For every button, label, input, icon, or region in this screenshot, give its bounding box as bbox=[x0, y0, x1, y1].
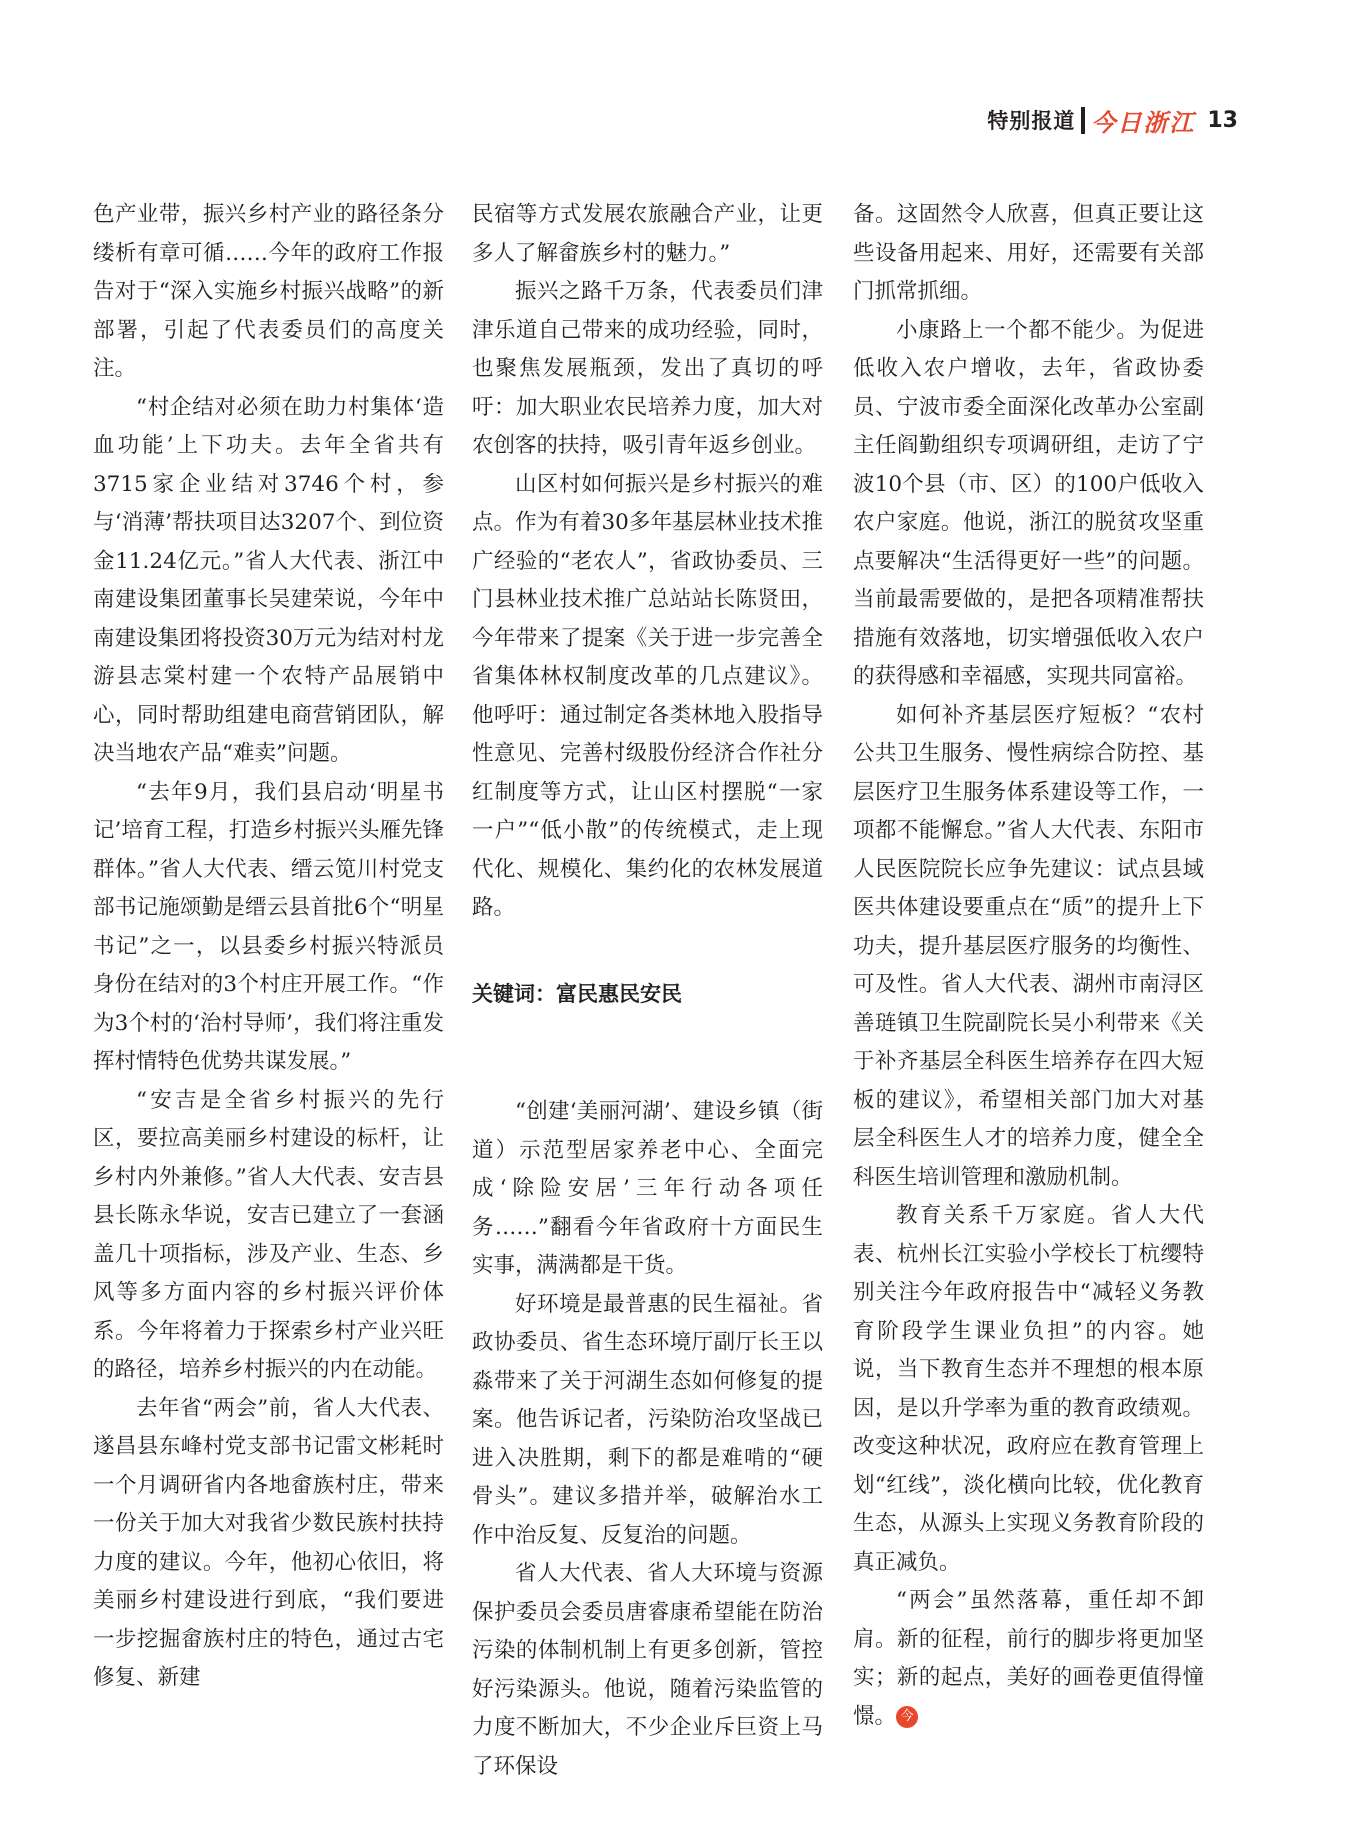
section-name: 特别报道 bbox=[987, 109, 1076, 133]
paragraph: 去年省“两会”前，省人大代表、遂昌县东峰村党支部书记雷文彬耗时一个月调研省内各地畲族村庄，带来一份关于加大对我省少数民族村扶持力度的建议。今年，他初心依旧，将美丽乡村建设进行到底，“我们要进一步挖掘畲族村庄的特色，通过古宅修复、新建 bbox=[93, 1395, 444, 1690]
header-divider bbox=[1081, 107, 1085, 134]
paragraph: 省人大代表、省人大环境与资源保护委员会委员唐睿康希望能在防治污染的体制机制上有更多创新，管控好污染源头。他说，随着污染监管的力度不断加大，不少企业斥巨资上马了环保设 bbox=[472, 1561, 823, 1779]
end-mark-icon: 今 bbox=[896, 1706, 918, 1728]
paragraph: 山区村如何振兴是乡村振兴的难点。作为有着30多年基层林业技术推广经验的“老农人”，省政协委员、三门县林业技术推广总站站长陈贤田，今年带来了提案《关于进一步完善全省集体林权制度改革的几点建议》。他呼吁：通过制定各类林地入股指导性意见、完善村级股份经济合作社分红制度等方式，让山区村摆脱“一家一户”“低小散”的传统模式，走上现代化、规模化、集约化的农林发展道路。 bbox=[472, 471, 823, 920]
paragraph: 备。这固然令人欣喜，但真正要让这些设备用起来、用好，还需要有关部门抓常抓细。 bbox=[853, 202, 1204, 304]
paragraph: 如何补齐基层医疗短板？“农村公共卫生服务、慢性病综合防控、基层医疗卫生服务体系建设等工作，一项都不能懈怠。”省人大代表、东阳市人民医院院长应争先建议：试点县域医共体建设要重点在“质”的提升上下功夫，提升基层医疗服务的均衡性、可及性。省人大代表、湖州市南浔区善琏镇卫生院副院长吴小利带来《关于补齐基层全科医生培养存在四大短板的建议》，希望相关部门加大对基层全科医生人才的培养力度，健全全科医生培训管理和激励机制。 bbox=[853, 702, 1204, 1190]
closing-paragraph bbox=[853, 1582, 1204, 1736]
page-number: 13 bbox=[1207, 107, 1238, 133]
paragraph: “去年9月，我们县启动‘明星书记’培育工程，打造乡村振兴头雁先锋群体。”省人大代表、缙云笕川村党支部书记施颂勤是缙云县首批6个“明星书记”之一，以县委乡村振兴特派员身份在结对的3个村庄开展工作。“作为3个村的‘治村导师’，我们将注重发挥村情特色优势共谋发展。” bbox=[93, 779, 444, 1074]
keyword-heading: 关键词：富民惠民安民 bbox=[472, 981, 682, 1006]
column-2 bbox=[472, 196, 823, 1786]
magazine-logo: 今日浙江 bbox=[1091, 107, 1196, 137]
paragraph: 小康路上一个都不能少。为促进低收入农户增收，去年，省政协委员、宁波市委全面深化改革办公室副主任阎勤组织专项调研组，走访了宁波10个县（市、区）的100户低收入农户家庭。他说，浙江的脱贫攻坚重点要解决“生活得更好一些”的问题。当前最需要做的，是把各项精准帮扶措施有效落地，切实增强低收入农户的获得感和幸福感，实现共同富裕。 bbox=[853, 317, 1204, 689]
paragraph: “安吉是全省乡村振兴的先行区，要拉高美丽乡村建设的标杆，让乡村内外兼修。”省人大代表、安吉县县长陈永华说，安吉已建立了一套涵盖几十项指标，涉及产业、生态、乡风等多方面内容的乡村振兴评价体系。今年将着力于探索乡村产业兴旺的路径，培养乡村振兴的内在动能。 bbox=[93, 1087, 444, 1382]
paragraph: 教育关系千万家庭。省人大代表、杭州长江实验小学校长丁杭缨特别关注今年政府报告中“减轻义务教育阶段学生课业负担”的内容。她说，当下教育生态并不理想的根本原因，是以升学率为重的教育政绩观。改变这种状况，政府应在教育管理上划“红线”，淡化横向比较，优化教育生态，从源头上实现义务教育阶段的真正减负。 bbox=[853, 1203, 1204, 1575]
paragraph: 好环境是最普惠的民生福祉。省政协委员、省生态环境厅副厅长王以淼带来了关于河湖生态如何修复的提案。他告诉记者，污染防治攻坚战已进入决胜期，剩下的都是难啃的“硬骨头”。建议多措并举，破解治水工作中治反复、反复治的问题。 bbox=[472, 1291, 823, 1548]
column-1 bbox=[93, 196, 444, 1698]
column-3 bbox=[853, 196, 1204, 1736]
paragraph: 振兴之路千万条，代表委员们津津乐道自己带来的成功经验，同时，也聚焦发展瓶颈，发出了真切的呼吁：加大职业农民培养力度，加大对农创客的扶持，吸引青年返乡创业。 bbox=[472, 279, 823, 458]
paragraph: 色产业带，振兴乡村产业的路径条分缕析有章可循……今年的政府工作报告对于“深入实施乡村振兴战略”的新部署，引起了代表委员们的高度关注。 bbox=[93, 202, 444, 381]
closing-text: “两会”虽然落幕，重任却不卸肩。新的征程，前行的脚步将更加坚实；新的起点，美好的画卷更值得憧憬。 bbox=[853, 1588, 1204, 1729]
paragraph: 民宿等方式发展农旅融合产业，让更多人了解畲族乡村的魅力。” bbox=[472, 202, 823, 266]
paragraph: “创建‘美丽河湖’、建设乡镇（街道）示范型居家养老中心、全面完成‘除险安居’三年行动各项任务……”翻看今年省政府十方面民生实事，满满都是干货。 bbox=[472, 1099, 823, 1278]
page-header bbox=[987, 102, 1238, 138]
paragraph: “村企结对必须在助力村集体‘造血功能’上下功夫。去年全省共有3715家企业结对3746个村，参与‘消薄’帮扶项目达3207个、到位资金11.24亿元。”省人大代表、浙江中南建设集团董事长吴建荣说，今年中南建设集团将投资30万元为结对村龙游县志棠村建一个农特产品展销中心，同时帮助组建电商营销团队，解决当地农产品“难卖”问题。 bbox=[93, 394, 444, 766]
